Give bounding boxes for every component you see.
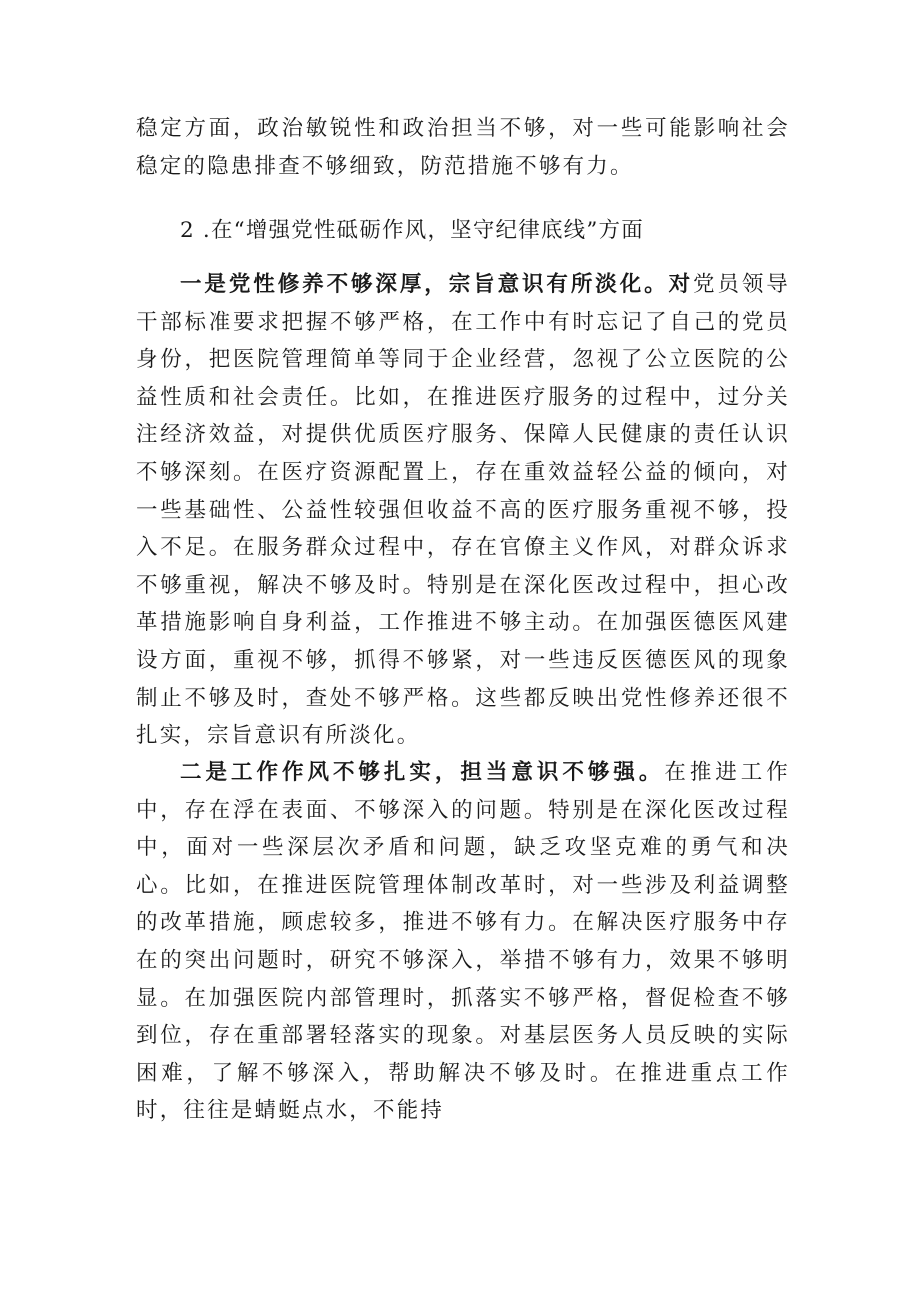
section-heading <box>180 213 644 244</box>
paragraph-text: 稳定方面，政治敏锐性和政治担当不够，对一些可能影响社会稳定的隐患排查不够细致，防范措施不够有力。 <box>136 116 790 179</box>
paragraph-work-style <box>136 754 790 1130</box>
paragraph-lead: 一是党性修养不够深厚，宗旨意识有所淡化。对 <box>180 272 694 297</box>
paragraph-lead: 二是工作作风不够扎实，担当意识不够强。 <box>180 760 665 785</box>
section-heading-text: 2 .在“增强党性砥砺作风，坚守纪律底线”方面 <box>180 218 644 243</box>
paragraph-party-spirit <box>136 266 790 755</box>
paragraph-body: 党员领导干部标准要求把握不够严格，在工作中有时忘记了自己的党员身份，把医院管理简单等同于企业经营，忽视了公立医院的公益性质和社会责任。比如，在推进医疗服务的过程中，过分关注经济效益，对提供优质医疗服务、保障人民健康的责任认识不够深刻。在医疗资源配置上，存在重效益轻公益的倾向，对一些基础性、公益性较强但收益不高的医疗服务重视不够，投入不足。在服务群众过程中，存在官僚主义作风，对群众诉求不够重视，解决不够及时。特别是在深化医改过程中，担心改革措施影响自身利益，工作推进不够主动。在加强医德医风建设方面，重视不够，抓得不够紧，对一些违反医德医风的现象制止不够及时，查处不够严格。这些都反映出党性修养还很不扎实，宗旨意识有所淡化。 <box>136 272 791 749</box>
paragraph-body: 在推进工作中，存在浮在表面、不够深入的问题。特别是在深化医改过程中，面对一些深层次矛盾和问题，缺乏攻坚克难的勇气和决心。比如，在推进医院管理体制改革时，对一些涉及利益调整的改革措施，顾虑较多，推进不够有力。在解决医疗服务中存在的突出问题时，研究不够深入，举措不够有力，效果不够明显。在加强医院内部管理时，抓落实不够严格，督促检查不够到位，存在重部署轻落实的现象。对基层医务人员反映的实际困难，了解不够深入，帮助解决不够及时。在推进重点工作时，往往是蜻蜓点水，不能持 <box>136 760 790 1124</box>
paragraph-continuation <box>136 110 790 185</box>
